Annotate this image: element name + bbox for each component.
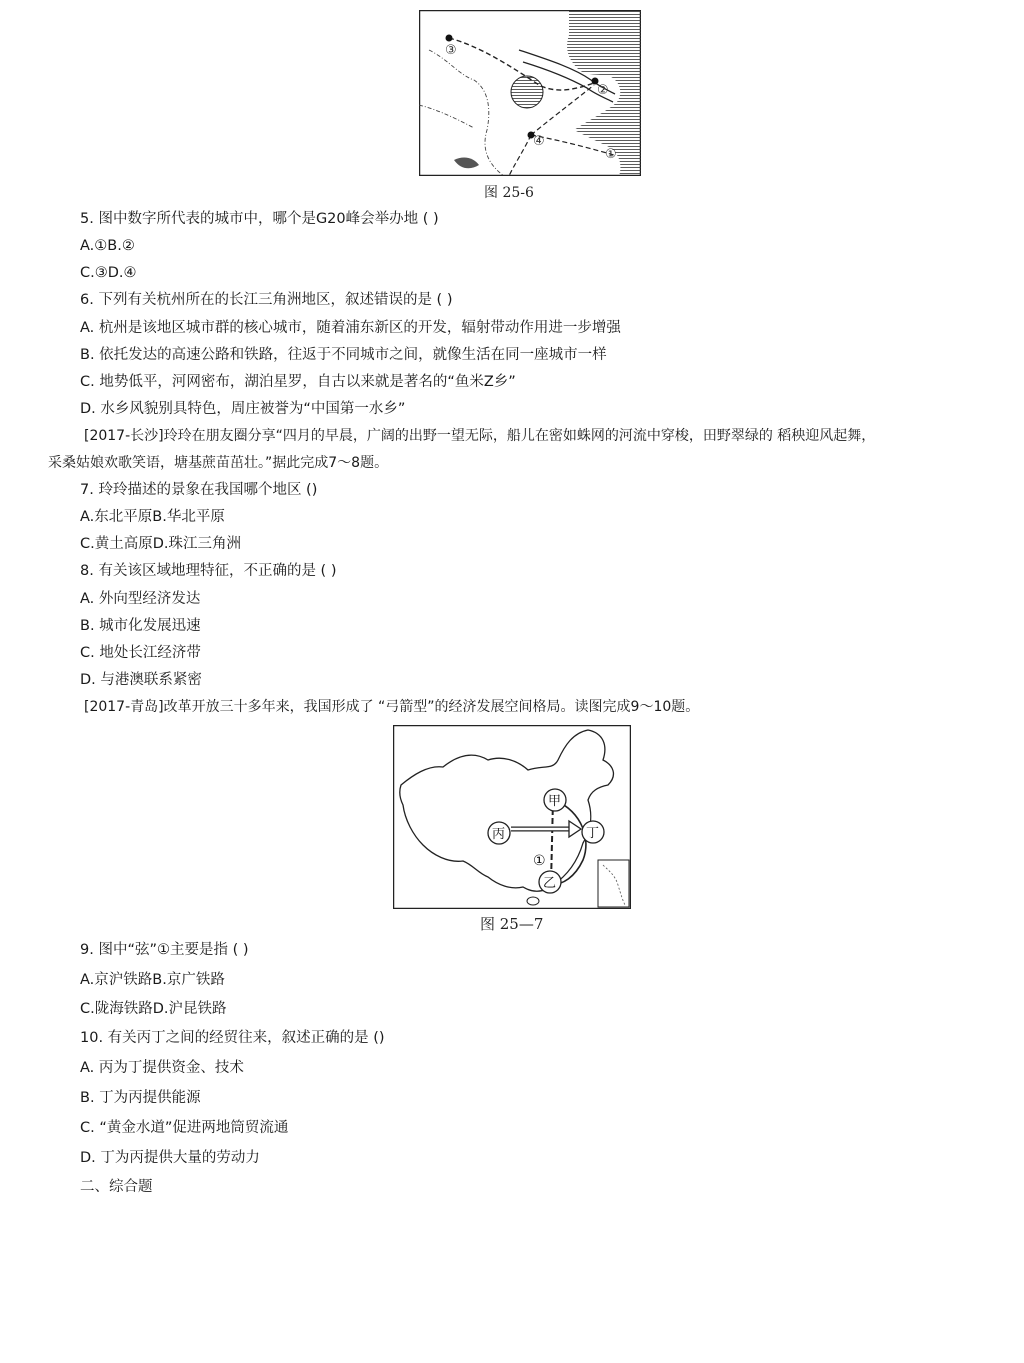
- map-label-bing: 丙: [492, 827, 506, 842]
- question-6-stem: 6. 下列有关杭州所在的长江三角洲地区，叙述错误的是 ( ): [80, 292, 453, 308]
- question-6-option-a: A. 杭州是该地区城市群的核心城市，随着浦东新区的开发，辐射带动作用进一步增强: [80, 320, 621, 336]
- section-2-title: 二、综合题: [80, 1179, 153, 1195]
- map-label-yi: 乙: [543, 876, 557, 891]
- question-6-option-d: D. 水乡风貌别具特色，周庄被誉为“中国第一水乡”: [80, 401, 406, 417]
- question-9-stem: 9. 图中“弦”①主要是指 ( ): [80, 942, 249, 958]
- question-8-stem: 8. 有关该区域地理特征，不正确的是 ( ): [80, 563, 337, 579]
- passage-qingdao-line1: [2017-青岛]改革开放三十多年来，我国形成了 “弓箭型”的经济发展空间格局。读图完成9～10题。: [84, 699, 700, 715]
- question-5-options-row1: A.①B.②: [80, 238, 135, 254]
- question-8-option-a: A. 外向型经济发达: [80, 591, 201, 607]
- map-label-string-1: ①: [533, 853, 546, 869]
- passage-changsha-line1: [2017-长沙]玲玲在朋友圈分享“四月的早晨，广阔的出野一望无际，船儿在密如蛛网的河流中穿梭，田野翠绿的 稻秧迎风起舞，: [84, 428, 876, 444]
- map-marker-3: ③: [445, 43, 457, 58]
- question-5-stem: 5. 图中数字所代表的城市中，哪个是G20峰会举办地 ( ): [80, 211, 439, 227]
- question-8-option-b: B. 城市化发展迅速: [80, 618, 201, 634]
- question-9-options-row2: C.陇海铁路D.沪昆铁路: [80, 1001, 227, 1017]
- question-10-option-b: B. 丁为丙提供能源: [80, 1090, 201, 1106]
- map-marker-4: ④: [533, 134, 545, 149]
- question-10-option-c: C. “黄金水道”促进两地筒贸流通: [80, 1120, 289, 1136]
- question-6-option-c: C. 地势低平，河网密布，湖泊星罗，自古以来就是著名的“鱼米Z乡”: [80, 374, 516, 390]
- map-marker-2: ②: [597, 83, 609, 98]
- figure-caption-25-6: 图 25-6: [484, 185, 534, 201]
- question-10-option-a: A. 丙为丁提供资金、技术: [80, 1060, 244, 1076]
- map-figure-25-6: [419, 10, 641, 176]
- question-8-option-c: C. 地处长江经济带: [80, 645, 201, 661]
- figure-caption-25-7: 图 25—7: [480, 915, 544, 933]
- question-7-options-row2: C.黄土高原D.珠江三角洲: [80, 536, 242, 552]
- question-6-option-b: B. 依托发达的高速公路和铁路，往返于不同城市之间，就像生活在同一座城市一样: [80, 347, 607, 363]
- map-marker-1: ①: [605, 147, 617, 162]
- question-10-option-d: D. 丁为丙提供大量的劳动力: [80, 1150, 260, 1166]
- question-10-stem: 10. 有关丙丁之间的经贸往来，叙述正确的是 (): [80, 1030, 385, 1046]
- passage-changsha-line2: 采桑姑娘欢歌笑语，塘基蔗苗茁壮。”据此完成7～8题。: [48, 455, 389, 471]
- map-label-ding: 丁: [586, 826, 600, 841]
- question-8-option-d: D. 与港澳联系紧密: [80, 672, 202, 688]
- map-figure-25-7: [393, 725, 631, 909]
- question-7-stem: 7. 玲玲描述的景象在我国哪个地区 (): [80, 482, 318, 498]
- question-9-options-row1: A.京沪铁路B.京广铁路: [80, 972, 225, 988]
- question-7-options-row1: A.东北平原B.华北平原: [80, 509, 225, 525]
- map-label-jia: 甲: [548, 794, 562, 809]
- question-5-options-row2: C.③D.④: [80, 265, 137, 281]
